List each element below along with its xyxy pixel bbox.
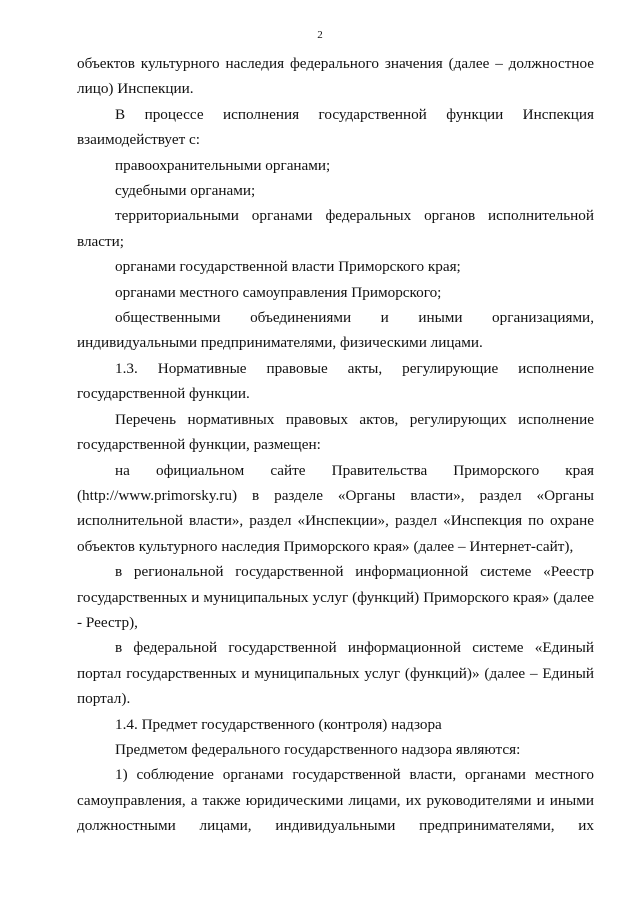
paragraph-6: органами государственной власти Приморского края; (115, 258, 461, 276)
section-heading-1-4: 1.4. Предмет государственного (контроля) надзора (115, 715, 442, 733)
paragraph-8: общественными объединениями и иными организациями, индивидуальными предпринимателями, физическими лицами. (77, 309, 594, 352)
page-number: 2 (317, 29, 323, 41)
paragraph-5: территориальными органами федеральных органов исполнительной власти; (77, 207, 594, 250)
paragraph-2: В процессе исполнения государственной функции Инспекция взаимодействует с: (77, 105, 594, 149)
paragraph-10: Перечень нормативных правовых актов, регулирующих исполнение государственной функции, размещен: (77, 410, 594, 454)
paragraph-16: 1) соблюдение органами государственной власти, органами местного самоуправления, а также юридическими лицами, их руководителями и иными должностными лицами, индивидуальными предпринимателями, их (77, 766, 594, 835)
section-heading-1-3: 1.3. Нормативные правовые акты, регулирующие исполнение государственной функции. (77, 359, 594, 403)
paragraph-4: судебными органами; (115, 182, 256, 200)
paragraph-3: правоохранительными органами; (115, 156, 331, 174)
paragraph-12: в региональной государственной информационной системе «Реестр государственных и муниципальных услуг (функций) Приморского края» (далее - Реестр), (77, 563, 594, 631)
paragraph-15: Предметом федерального государственного надзора являются: (115, 740, 521, 758)
paragraph-7: органами местного самоуправления Приморского; (115, 283, 442, 301)
paragraph-1: объектов культурного наследия федерального значения (далее – должностное лицо) Инспекции. (77, 55, 594, 98)
paragraph-11: на официальном сайте Правительства Приморского края (http://www.primorsky.ru) в разделе «Органы власти», раздел «Органы исполнительной власти», раздел «Инспекции», раздел «Инспекция по охране объектов культурного наследия Приморского края» (далее – Интернет-сайт), (77, 461, 594, 555)
document-body (77, 51, 594, 839)
paragraph-13: в федеральной государственной информационной системе «Единый портал государственных и муниципальных услуг (функций)» (далее – Единый портал). (77, 639, 594, 708)
